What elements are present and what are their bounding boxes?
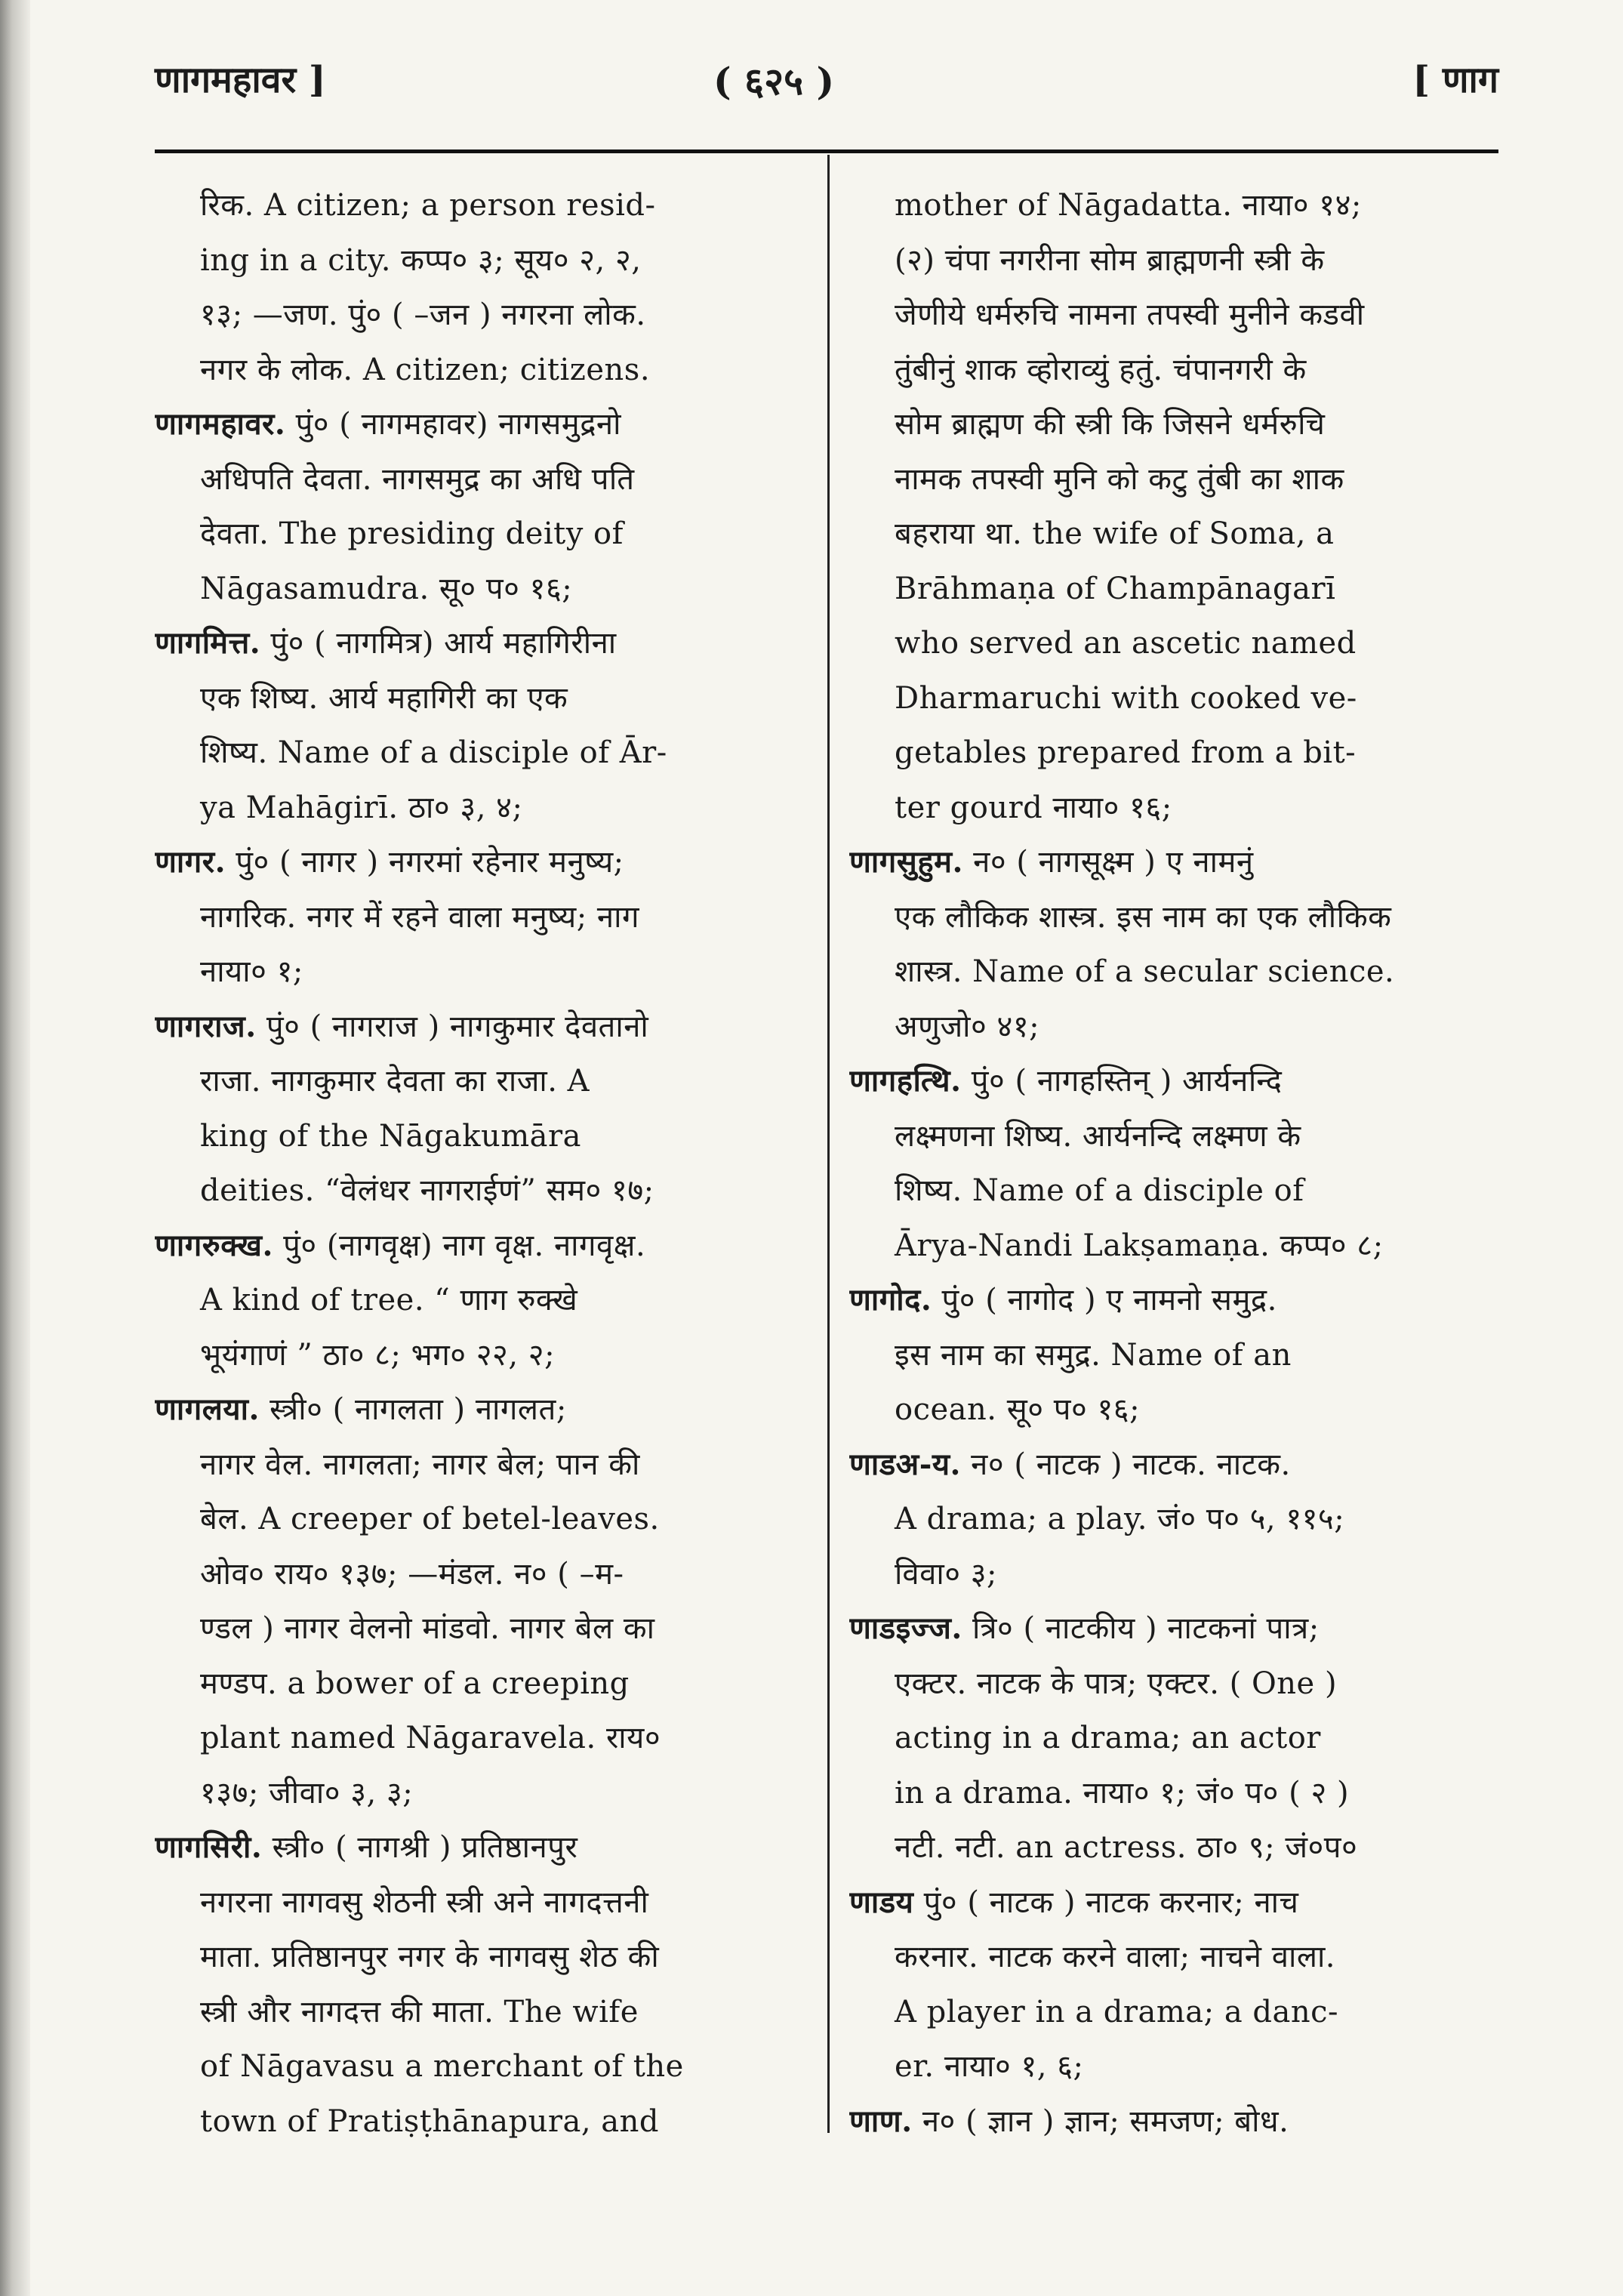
dictionary-text-line: Brāhmaṇa of Champānagarī	[895, 571, 1336, 606]
header-right-guideword: [ णाग	[1412, 59, 1498, 101]
dictionary-text-line: इस नाम का समुद्र. Name of an	[895, 1337, 1292, 1373]
dictionary-text-line: Nāgasamudra. सू० प० १६;	[200, 571, 573, 606]
dictionary-text-line: रिक. A citizen; a person resid-	[200, 188, 656, 223]
headword: णाण.	[849, 2103, 913, 2139]
dictionary-text-line: नटी. नटी. an actress. ठा० ९; जं०प०	[895, 1830, 1358, 1865]
entry-text: न० ( नाटक ) नाटक. नाटक.	[960, 1447, 1291, 1482]
dictionary-headword-line	[849, 1438, 1498, 1493]
dictionary-text-line: करनार. नाटक करने वाला; नाचने वाला.	[895, 1940, 1336, 1974]
dictionary-text-line: नगरना नागवसु शेठनी स्त्री अने नागदत्तनी	[200, 1885, 649, 1920]
dictionary-text-line: शिष्य. Name of a disciple of	[895, 1173, 1304, 1208]
dictionary-headword-line	[849, 2094, 1498, 2150]
headword: णाडअ-य.	[849, 1446, 961, 1482]
dictionary-text-line: who served an ascetic named	[895, 626, 1357, 661]
dictionary-text-line: लक्ष्मणना शिष्य. आर्यनन्दि लक्ष्मण के	[895, 1118, 1301, 1154]
header-rule	[155, 149, 1498, 153]
headword: णागमहावर.	[155, 406, 286, 442]
dictionary-text-line: Ārya-Nandi Lakṣamaṇa. कप्प० ८;	[895, 1228, 1384, 1263]
dictionary-text-line: अणुजो० ४१;	[895, 1009, 1040, 1044]
dictionary-headword-line	[849, 1875, 1498, 1931]
dictionary-headword-line	[155, 835, 804, 890]
page-binding-edge	[0, 0, 30, 2296]
dictionary-text-line: एक शिष्य. आर्य महागिरी का एक	[200, 680, 568, 716]
entry-text: पुं० ( नाटक ) नाटक करनार; नाच	[913, 1885, 1299, 1920]
dictionary-text-line: deities. “वेलंधर नागराईणं” सम० १७;	[200, 1173, 654, 1208]
dictionary-text-line: acting in a drama; an actor	[895, 1721, 1321, 1755]
dictionary-text-line: ya Mahāgirī. ठा० ३, ४;	[200, 790, 523, 825]
dictionary-text-line: ocean. सू० प० १६;	[895, 1392, 1141, 1427]
dictionary-text-line: in a drama. नाया० १; जं० प० ( २ )	[895, 1775, 1350, 1811]
dictionary-text-line: नामक तपस्वी मुनि को कटु तुंबी का शाक	[895, 461, 1344, 497]
entry-text: पुं० (नागवृक्ष) नाग वृक्ष. नागवृक्ष.	[273, 1228, 646, 1263]
dictionary-text-line: नागरिक. नगर में रहने वाला मनुष्य; नाग	[200, 899, 639, 935]
dictionary-text-line: जेणीये धर्मरुचि नामना तपस्वी मुनीने कडवी	[895, 297, 1365, 332]
dictionary-text-line: देवता. The presiding deity of	[200, 516, 624, 551]
entry-text: पुं० ( नागराज ) नागकुमार देवतानो	[256, 1009, 649, 1044]
dictionary-text-line: ter gourd नाया० १६;	[895, 790, 1172, 825]
dictionary-text-line: सोम ब्राह्मण की स्त्री कि जिसने धर्मरुचि	[895, 407, 1326, 442]
dictionary-text-line: १३७; जीवा० ३, ३;	[200, 1775, 414, 1811]
dictionary-headword-line	[155, 1219, 804, 1274]
headword: णागरुक्ख.	[155, 1227, 273, 1263]
entry-text: त्रि० ( नाटकीय ) नाटकनां पात्र;	[962, 1611, 1320, 1646]
right-column	[849, 178, 1498, 2149]
headword: णागलया.	[155, 1391, 260, 1427]
dictionary-text-line: ण्डल ) नागर वेलनो मांडवो. नागर बेल का	[200, 1611, 655, 1646]
dictionary-text-line: ओव० राय० १३७; —मंडल. न० ( –म-	[200, 1556, 624, 1592]
dictionary-text-line: राजा. नागकुमार देवता का राजा. A	[200, 1064, 590, 1099]
dictionary-headword-line	[155, 1382, 804, 1438]
dictionary-text-line: mother of Nāgadatta. नाया० १४;	[895, 188, 1362, 223]
dictionary-text-line: नगर के लोक. A citizen; citizens.	[200, 352, 651, 387]
dictionary-text-line: ing in a city. कप्प० ३; सूय० २, २,	[200, 242, 642, 278]
entry-text: पुं० ( नागोद ) ए नामनो समुद्र.	[932, 1283, 1277, 1318]
entry-text: न० ( नागसूक्ष्म ) ए नामनुं	[962, 845, 1254, 880]
dictionary-headword-line	[849, 1601, 1498, 1657]
dictionary-headword-line	[155, 397, 804, 452]
dictionary-text-line: अधिपति देवता. नागसमुद्र का अधि पति	[200, 461, 635, 497]
dictionary-text-line: भूयंगाणं ” ठा० ८; भग० २२, २;	[200, 1337, 556, 1373]
dictionary-text-line: एक्टर. नाटक के पात्र; एक्टर. ( One )	[895, 1666, 1338, 1701]
headword: णागसुहुम.	[849, 844, 963, 880]
dictionary-text-line: getables prepared from a bit-	[895, 735, 1357, 770]
entry-text: स्त्री० ( नागश्री ) प्रतिष्ठानपुर	[262, 1830, 578, 1865]
dictionary-text-line: तुंबीनुं शाक व्होराव्युं हतुं. चंपानगरी के	[895, 352, 1307, 387]
dictionary-text-line: विवा० ३;	[895, 1556, 997, 1592]
dictionary-headword-line	[155, 1000, 804, 1055]
headword: णागोद.	[849, 1282, 932, 1318]
headword: णागराज.	[155, 1008, 257, 1044]
headword: णाडइज्ज.	[849, 1610, 962, 1646]
left-column	[155, 178, 804, 2149]
dictionary-text-line: एक लौकिक शास्त्र. इस नाम का एक लौकिक	[895, 899, 1392, 935]
page-header	[155, 47, 1498, 115]
dictionary-text-line: नाया० १;	[200, 954, 303, 989]
entry-text: पुं० ( नागर ) नगरमां रहेनार मनुष्य;	[226, 845, 624, 880]
dictionary-text-line: king of the Nāgakumāra	[200, 1118, 581, 1154]
dictionary-text-line: town of Pratiṣṭhānapura, and	[200, 2103, 660, 2139]
dictionary-headword-line	[849, 1054, 1498, 1109]
headword: णागमित्त.	[155, 625, 261, 661]
dictionary-headword-line	[849, 1273, 1498, 1328]
dictionary-text-line: A drama; a play. जं० प० ५, ११५;	[895, 1502, 1345, 1536]
dictionary-text-line: बहराया था. the wife of Soma, a	[895, 516, 1335, 551]
dictionary-text-line: नागर वेल. नागलता; नागर बेल; पान की	[200, 1447, 640, 1482]
entry-text: स्त्री० ( नागलता ) नागलत;	[259, 1392, 567, 1427]
dictionary-text-line: A kind of tree. “ णाग रुक्खे	[200, 1283, 578, 1318]
headword: णागसिरी.	[155, 1829, 263, 1865]
entry-text: न० ( ज्ञान ) ज्ञान; समजण; बोध.	[912, 2103, 1289, 2139]
entry-text: पुं० ( नागमहावर) नागसमुद्रनो	[285, 407, 621, 442]
dictionary-text-line: of Nāgavasu a merchant of the	[200, 2049, 684, 2084]
dictionary-text-line: स्त्री और नागदत्त की माता. The wife	[200, 1994, 639, 2029]
dictionary-text-line: Dharmaruchi with cooked ve-	[895, 680, 1357, 716]
dictionary-text-line: बेल. A creeper of betel-leaves.	[200, 1502, 660, 1536]
dictionary-headword-line	[155, 616, 804, 671]
entry-text: पुं० ( नागहस्तिन् ) आर्यनन्दि	[961, 1064, 1283, 1099]
dictionary-text-line: plant named Nāgaravela. राय०	[200, 1721, 661, 1755]
dictionary-text-line: er. नाया० १, ६;	[895, 2049, 1084, 2084]
headword: णागहत्थि.	[849, 1063, 962, 1099]
dictionary-text-line: मण्डप. a bower of a creeping	[200, 1666, 630, 1701]
headword: णाडय	[849, 1884, 914, 1920]
column-divider	[827, 155, 830, 2133]
page-number: ( ६२५ )	[713, 59, 835, 103]
headword: णागर.	[155, 844, 226, 880]
entry-text: पुं० ( नागमित्र) आर्य महागिरीना	[260, 626, 617, 661]
dictionary-headword-line	[849, 835, 1498, 890]
dictionary-text-line: शास्त्र. Name of a secular science.	[895, 954, 1395, 989]
dictionary-text-line: माता. प्रतिष्ठानपुर नगर के नागवसु शेठ की	[200, 1940, 660, 1974]
dictionary-text-line: १३; —जण. पुं० ( –जन ) नगरना लोक.	[200, 297, 646, 332]
dictionary-headword-line	[155, 1820, 804, 1875]
dictionary-text-line: A player in a drama; a danc-	[895, 1994, 1339, 2029]
dictionary-text-line: (२) चंपा नगरीना सोम ब्राह्मणनी स्त्री के	[895, 242, 1325, 278]
dictionary-text-line: शिष्य. Name of a disciple of Ār-	[200, 735, 667, 770]
header-left-guideword: णागमहावर ]	[155, 59, 326, 101]
